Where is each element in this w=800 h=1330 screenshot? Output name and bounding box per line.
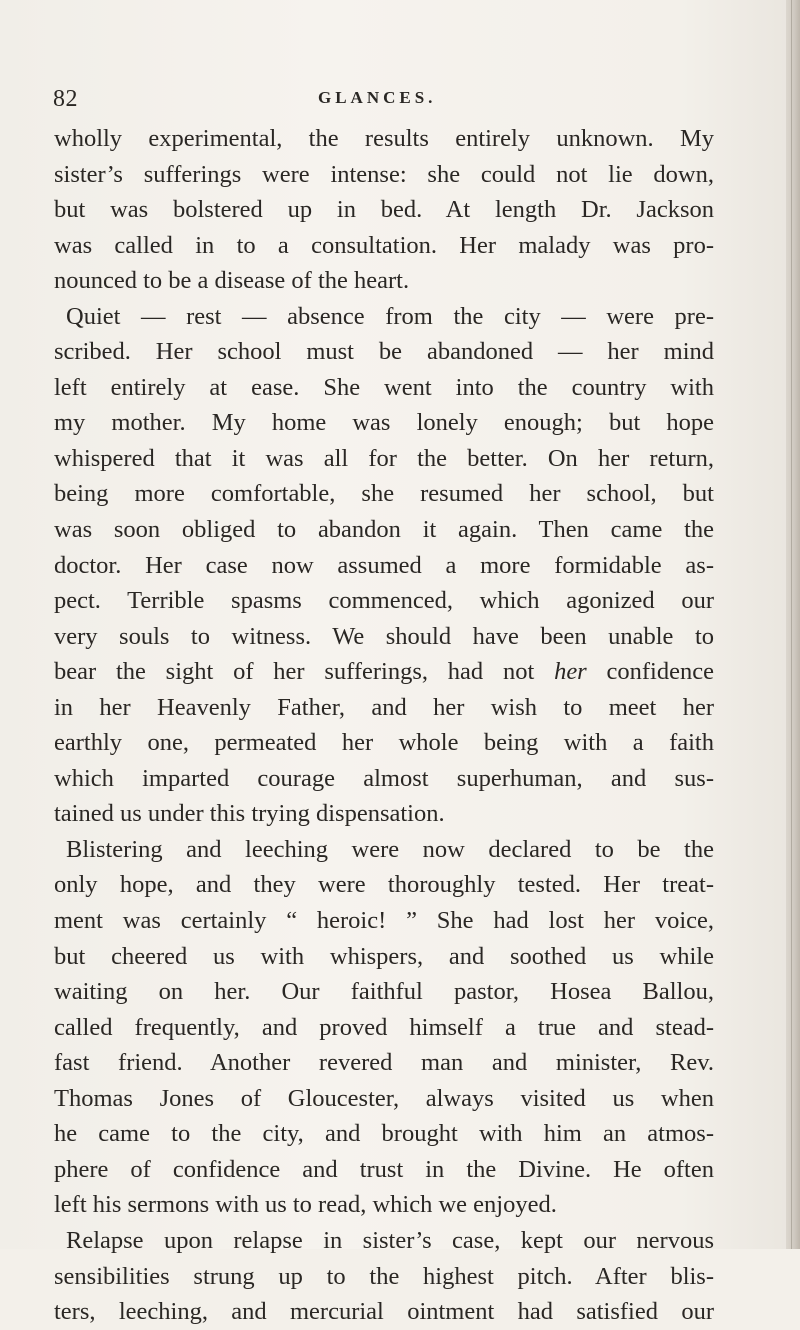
- text-line: was soon obliged to abandon it again. Then came the: [54, 516, 714, 544]
- running-title: GLANCES.: [318, 88, 437, 107]
- text-line: wholly experimental, the results entirely unknown. My: [54, 125, 714, 152]
- text-line: waiting on her. Our faithful pastor, Hosea Ballou,: [54, 978, 714, 1006]
- text-line: pect. Terrible spasms commenced, which agonized our: [54, 587, 714, 615]
- text-line: but was bolstered up in bed. At length Dr. Jackson: [54, 196, 714, 224]
- text-line: whispered that it was all for the better. On her return,: [54, 444, 714, 472]
- text-line: left his sermons with us to read, which we enjoyed.: [54, 1191, 557, 1219]
- text-line: being more comfortable, she resumed her school, but: [54, 480, 714, 508]
- text-line: phere of confidence and trust in the Divine. He often: [54, 1155, 714, 1183]
- text-line: only hope, and they were thoroughly tested. Her treat-: [54, 871, 714, 899]
- text-line: sensibilities strung up to the highest pitch. After blis-: [54, 1262, 714, 1290]
- text-line: in her Heavenly Father, and her wish to meet her: [54, 693, 714, 721]
- page-number: 82: [53, 86, 78, 112]
- text-line: very souls to witness. We should have been unable to: [54, 622, 714, 650]
- text-line: but cheered us with whispers, and soothed us while: [54, 942, 714, 970]
- text-line: ment was certainly “ heroic! ” She had lost her voice,: [54, 907, 714, 935]
- text-line: which imparted courage almost superhuman, and sus-: [54, 764, 714, 792]
- text-line: left entirely at ease. She went into the country with: [54, 373, 714, 401]
- text-line: Thomas Jones of Gloucester, always visited us when: [54, 1084, 714, 1112]
- body-text: [54, 121, 714, 1330]
- text-line: Relapse upon relapse in sister’s case, kept our nervous: [66, 1226, 714, 1254]
- page-edge-line: [791, 0, 792, 1249]
- text-line: was called in to a consultation. Her malady was pro-: [54, 231, 714, 259]
- emphasis-word: her: [554, 658, 587, 686]
- text-line: doctor. Her case now assumed a more formidable as-: [54, 551, 714, 579]
- text-line: bear the sight of her sufferings, had not her confidence: [54, 658, 714, 686]
- text-line: nounced to be a disease of the heart.: [54, 267, 410, 295]
- text-line: ters, leeching, and mercurial ointment had satisfied our: [54, 1298, 714, 1326]
- text-line: called frequently, and proved himself a true and stead-: [54, 1013, 714, 1041]
- text-line: earthly one, permeated her whole being with a faith: [54, 729, 714, 757]
- text-line: tained us under this trying dispensation.: [54, 800, 445, 828]
- text-line: my mother. My home was lonely enough; but hope: [54, 409, 714, 437]
- text-line: sister’s sufferings were intense: she could not lie down,: [54, 160, 714, 188]
- text-line: Quiet — rest — absence from the city — were pre-: [66, 302, 714, 330]
- page-header: [0, 78, 800, 118]
- text-line: he came to the city, and brought with him an atmos-: [54, 1120, 714, 1148]
- text-line: Blistering and leeching were now declared to be the: [66, 835, 714, 863]
- page-edge: [786, 0, 800, 1249]
- text-line: scribed. Her school must be abandoned — her mind: [54, 338, 714, 366]
- text-line: fast friend. Another revered man and minister, Rev.: [54, 1049, 714, 1077]
